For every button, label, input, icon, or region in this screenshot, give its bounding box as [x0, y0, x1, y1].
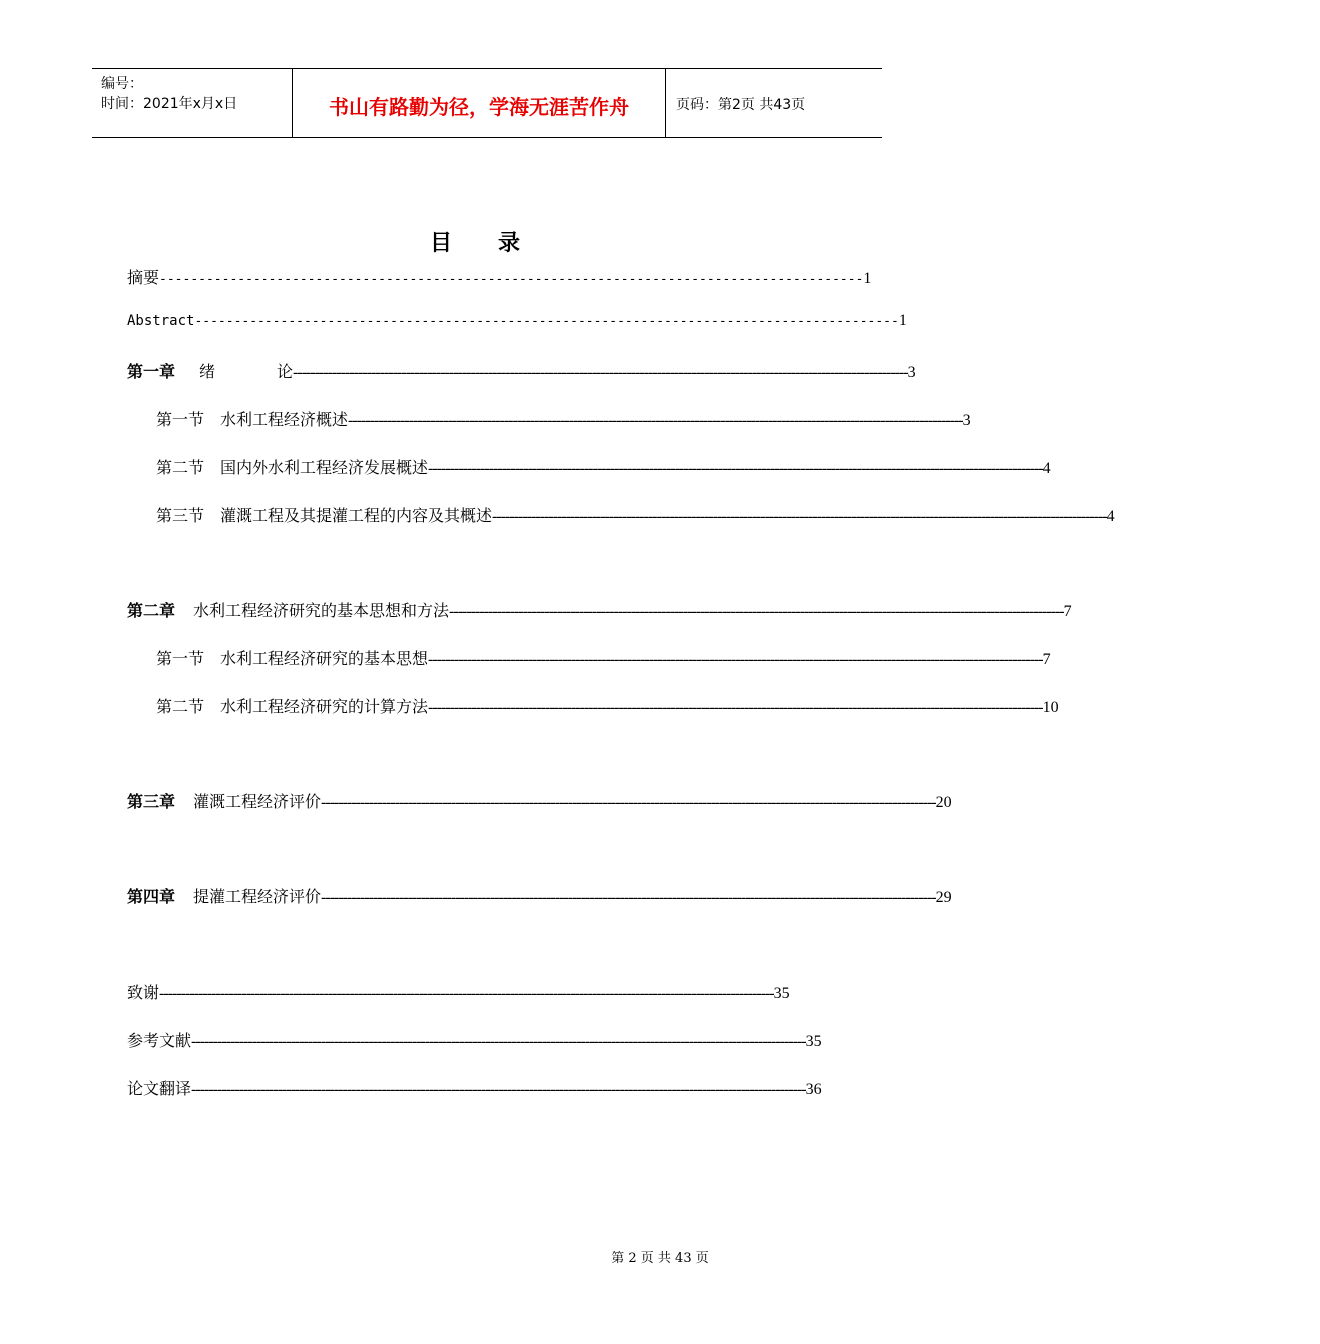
- toc-entry-page: 35: [773, 985, 790, 1002]
- header-motto-cell: [293, 69, 666, 137]
- toc-entry-label: 第一节 水利工程经济概述: [156, 410, 349, 429]
- toc-entry-translation[interactable]: [127, 1076, 822, 1100]
- toc-entry-page: 7: [1042, 651, 1051, 668]
- header-page-cell: [666, 69, 882, 137]
- toc-leader: ------------------------------------------------------------------------------------------: [194, 314, 899, 329]
- toc-entry-page: 4: [1042, 460, 1051, 477]
- toc-leader: ----------------------------------------------------------------------------------------------------------------------------------------------: [293, 364, 908, 381]
- document-time-label: 时间：2021年x月x日: [101, 96, 238, 112]
- toc-entry-section-1-3[interactable]: [156, 503, 1115, 527]
- toc-leader: ----------------------------------------------------------------------------------------------------------------------------------------------: [191, 1081, 806, 1098]
- toc-entry-label: 第二节 水利工程经济研究的计算方法: [156, 697, 429, 716]
- toc-entry-chapter-2[interactable]: [127, 598, 1072, 622]
- toc-entry-chapter-4[interactable]: [127, 884, 952, 908]
- toc-leader: ------------------------------------------------------------------------------------------: [159, 272, 864, 287]
- toc-leader: ----------------------------------------------------------------------------------------------------------------------------------------------: [321, 794, 936, 811]
- toc-leader: ----------------------------------------------------------------------------------------------------------------------------------------------: [428, 699, 1043, 716]
- toc-chapter-title: 灌溉工程经济评价: [193, 792, 322, 811]
- toc-entry-label: 第二节 国内外水利工程经济发展概述: [156, 458, 429, 477]
- page-footer: 第 2 页 共 43 页: [611, 1251, 709, 1266]
- toc-entry-section-1-1[interactable]: [156, 407, 971, 431]
- toc-leader: ----------------------------------------------------------------------------------------------------------------------------------------------: [428, 651, 1043, 668]
- toc-entry-chapter-3[interactable]: [127, 789, 952, 813]
- toc-entry-page: 35: [805, 1033, 822, 1050]
- toc-entry-acknowledgements[interactable]: [127, 980, 790, 1004]
- toc-leader: ----------------------------------------------------------------------------------------------------------------------------------------------: [321, 889, 936, 906]
- toc-entry-page: 10: [1042, 699, 1059, 716]
- toc-entry-label: 致谢: [127, 983, 160, 1002]
- toc-chapter-title: 水利工程经济研究的基本思想和方法: [193, 601, 450, 620]
- toc-entry-page: 1: [898, 312, 907, 329]
- toc-chapter-number: 第二章: [127, 601, 176, 620]
- toc-leader: ----------------------------------------------------------------------------------------------------------------------------------------------: [449, 603, 1064, 620]
- toc-entry-abstract-cn[interactable]: [127, 265, 872, 289]
- toc-entry-label: 论文翻译: [127, 1079, 192, 1098]
- toc-entry-page: 20: [935, 794, 952, 811]
- page-header: [92, 68, 882, 138]
- header-page-label: 页码：第2页 共43页: [676, 97, 806, 113]
- toc-chapter-number: 第四章: [127, 887, 176, 906]
- toc-leader: ----------------------------------------------------------------------------------------------------------------------------------------------: [428, 460, 1043, 477]
- toc-entry-label: 第一节 水利工程经济研究的基本思想: [156, 649, 429, 668]
- document-number-label: 编号：: [101, 76, 143, 92]
- header-motto: 书山有路勤为径，学海无涯苦作舟: [329, 95, 629, 119]
- toc-entry-page: 36: [805, 1081, 822, 1098]
- toc-leader: ----------------------------------------------------------------------------------------------------------------------------------------------: [159, 985, 774, 1002]
- toc-entry-label: 摘要: [127, 268, 160, 287]
- toc-chapter-title: 提灌工程经济评价: [193, 887, 322, 906]
- toc-entry-page: 7: [1063, 603, 1072, 620]
- toc-leader: ----------------------------------------------------------------------------------------------------------------------------------------------: [348, 412, 963, 429]
- toc-chapter-number: 第一章: [127, 362, 176, 381]
- toc-entry-abstract-en[interactable]: [127, 312, 907, 336]
- toc-leader: ----------------------------------------------------------------------------------------------------------------------------------------------: [492, 508, 1107, 525]
- toc-chapter-number: 第三章: [127, 792, 176, 811]
- toc-entry-label: 参考文献: [127, 1031, 192, 1050]
- toc-entry-section-2-2[interactable]: [156, 694, 1059, 718]
- toc-entry-page: 1: [863, 270, 872, 287]
- toc-entry-section-1-2[interactable]: [156, 455, 1051, 479]
- toc-chapter-title-part: 绪: [199, 362, 216, 381]
- toc-entry-section-2-1[interactable]: [156, 646, 1051, 670]
- header-meta-cell: [92, 69, 293, 137]
- toc-entry-page: 3: [962, 412, 971, 429]
- toc-entry-chapter-1[interactable]: [127, 359, 916, 383]
- toc-entry-page: 3: [907, 364, 916, 381]
- toc-entry-page: 4: [1106, 508, 1115, 525]
- toc-chapter-title-part: 论: [277, 362, 294, 381]
- toc-title: 目录: [429, 231, 566, 256]
- toc-entry-label: 第三节 灌溉工程及其提灌工程的内容及其概述: [156, 506, 493, 525]
- toc-entry-references[interactable]: [127, 1028, 822, 1052]
- toc-entry-label: Abstract: [127, 313, 195, 329]
- toc-leader: ----------------------------------------------------------------------------------------------------------------------------------------------: [191, 1033, 806, 1050]
- toc-entry-page: 29: [935, 889, 952, 906]
